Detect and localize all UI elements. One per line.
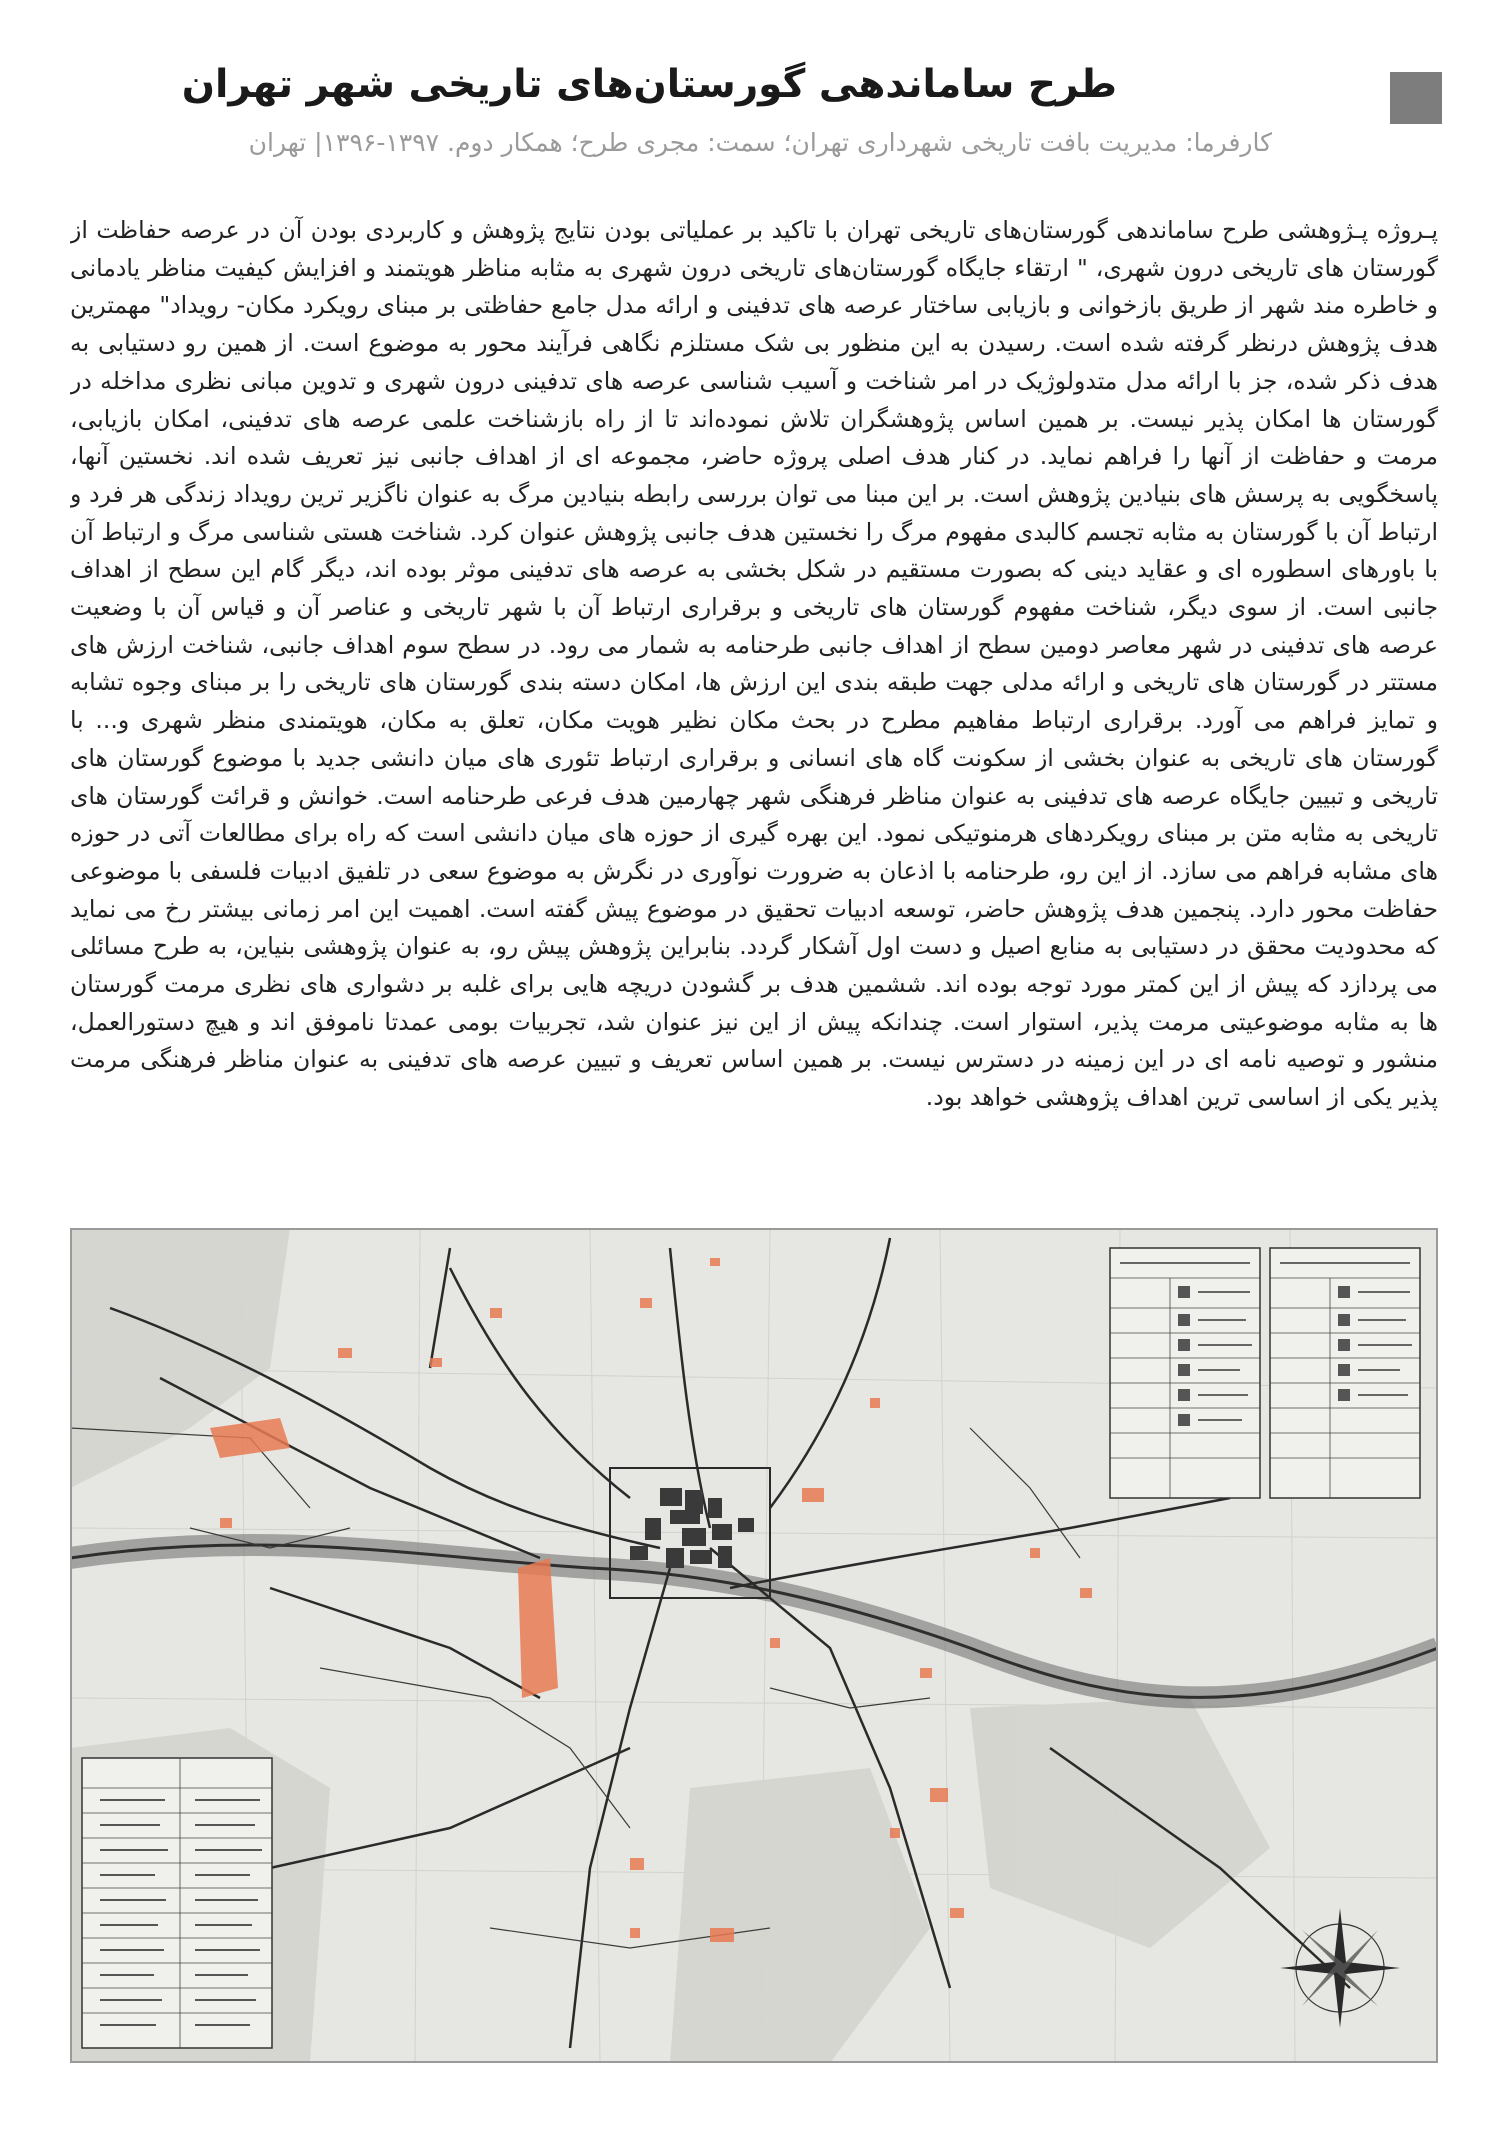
- legend-table-left: [82, 1758, 272, 2048]
- project-description: پـروژه پـژوهشی طرح ساماندهی گورستان‌های تاریخی تهران با تاکید بر عملیاتی بودن نتایج پژوهش و کاربردی بودن آن در عرصه حفاظت از گورستان های تاریخی درون شهری، " ارتقاء جایگاه گورستان‌های تاریخی درون شهری به مثابه مناظر هویتمند و افزایش کیفیت مناظر یادمانی و خاطره مند شهر از طریق بازخوانی و بازیابی ساختار عرصه های تدفینی و ارائه مدل جامع حفاظتی بر مبنای رویکرد مکان- رویداد" مهمترین هدف پژوهش درنظر گرفته شده است. رسیدن به این منظور بی شک مستلزم نگاهی فرآیند محور به موضوع است. از همین رو دستیابی به هدف ذکر شده، جز با ارائه مدل متدولوژیک در امر شناخت و آسیب شناسی عرصه های تدفینی درون شهری و تدوین مبانی نظری مداخله در گورستان ها امکان پذیر نیست. بر همین اساس پژوهشگران تلاش نموده‌اند تا از راه بازشناخت علمی عرصه های تدفینی، امکان بازیابی، مرمت و حفاظت از آنها را فراهم نماید. در کنار هدف اصلی پروژه حاضر، مجموعه ای از اهداف جانبی نیز تعریف شده اند. نخستین آنها، پاسخگویی به پرسش های بنیادین پژوهش است. بر این مبنا می توان بررسی رابطه بنیادین مرگ به عنوان ناگزیر ترین رویداد زندگی هر فرد و ارتباط آن با گورستان به مثابه تجسم کالبدی مفهوم مرگ را نخستین هدف جانبی پژوهش عنوان کرد. شناخت هستی شناسی مرگ و ارتباط آن با باورهای اسطوره ای و عقاید دینی که بصورت مستقیم در شکل بخشی به عرصه های تدفینی موثر بوده اند، دیگر گام این سطح از اهداف جانبی است. از سوی دیگر، شناخت مفهوم گورستان های تاریخی و برقراری ارتباط آن با شهر تاریخی و عناصر آن و قیاس آن با وضعیت عرصه های تدفینی در شهر معاصر دومین سطح از اهداف جانبی طرحنامه به شمار می رود. در سطح سوم اهداف جانبی، شناخت ارزش های مستتر در گورستان های تاریخی و ارائه مدلی جهت طبقه بندی این ارزش ها، امکان دسته بندی گورستان های تاریخی را بر مبنای وجوه تشابه و تمایز فراهم می آورد. برقراری ارتباط مفاهیم مطرح در بحث مکان نظیر هویت مکان، تعلق به مکان، هویتمندی منظر شهری و... با گورستان های تاریخی به عنوان بخشی از سکونت گاه های انسانی و برقراری ارتباط تئوری های میان دانشی جدید با موضوع گورستان های تاریخی و تبیین جایگاه عرصه های تدفینی به عنوان مناظر فرهنگی شهر چهارمین هدف فرعی طرحنامه است. خوانش و قرائت گورستان های تاریخی به مثابه متن بر مبنای رویکردهای هرمنوتیکی نمود. این بهره گیری از حوزه های میان دانشی است که راه برای مطالعات آتی در حوزه های مشابه فراهم می سازد. از این رو، طرحنامه با اذعان به ضرورت نوآوری در نگرش به موضوع سعی در تلفیق ادبیات فلسفی با موضوعی حفاظت محور دارد. پنجمین هدف پژوهش حاضر، توسعه ادبیات تحقیق در موضوع پیش گفته است. اهمیت این امر زمانی بیشتر رخ می نماید که محدودیت محقق در دستیابی به منابع اصیل و دست اول آشکار گردد. بنابراین پژوهش پیش رو، به عنوان پژوهشی بنیاین، به طرح مسائلی می پردازد که پیش از این کمتر مورد توجه بوده اند. ششمین هدف بر گشودن دریچه هایی برای غلبه بر دشواری های نظری مرمت گورستان ها به مثابه موضوعیتی مرمت پذیر، استوار است. چندانکه پیش از این نیز عنوان شد، تجربیات بومی عمدتا ناموفق اند و هیچ دستورالعمل، منشور و توصیه نامه ای در این زمینه در دسترس نیست. بر همین اساس تعریف و تبیین عرصه های تدفینی به عنوان مناظر فرهنگی مرمت پذیر یکی از اساسی ترین اهداف پژوهشی خواهد بود.: [70, 216, 1438, 1112]
- project-credits: کارفرما: مدیریت بافت تاریخی شهرداری تهران؛ سمت: مجری طرح؛ همکار دوم. ۱۳۹۷-۱۳۹۶| تهران: [248, 128, 1272, 157]
- historic-map-figure: [70, 1228, 1438, 2063]
- historic-map-icon: [70, 1228, 1438, 2063]
- corner-accent-square: [1390, 72, 1442, 124]
- page-title: طرح ساماندهی گورستان‌های تاریخی شهر تهران: [181, 62, 1117, 107]
